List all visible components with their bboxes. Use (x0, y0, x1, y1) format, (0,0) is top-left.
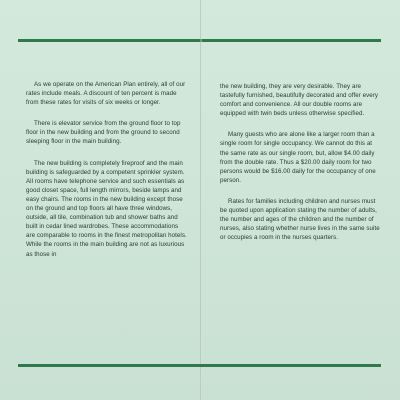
left-column (26, 80, 188, 271)
paragraph-family-rates: Rates for families including children and nurses must be quoted upon application stating the number of adults, the number and ages of the children and the number of nurses, also stating whether nurse lives in the same suite or occupies a room in the nurses quarters. (220, 197, 380, 242)
paragraph-main-building-rooms: the new building, they are very desirable. They are tastefully furnished, beautifully decorated and offer every comfort and convenience. All our double rooms are equipped with twin beds unless otherwise specified. (220, 83, 378, 118)
paragraph-elevator: There is elevator service from the ground floor to top floor in the new building and from the ground to second sleeping floor in the main building. (26, 120, 181, 146)
bottom-green-rule (18, 364, 381, 367)
paragraph-new-building: The new building is completely fireproof and the main building is safeguarded by a competent sprinkler system. All rooms have telephone service and such essentials as good closet space, full length mirrors, beside lamps and easy chairs. The rooms in the new building except those on the ground and top floors all have three windows, outside, all tile, combination tub and shower baths and built in cedar lined wardrobes. These accommodations are comparable to rooms in the finest metropolitan hotels. While the rooms in the main building are not as luxurious as those in (26, 159, 187, 258)
right-column (220, 82, 382, 254)
paragraph-meals-plan: As we operate on the American Plan entirely, all of our rates include meals. A discount of ten percent is made from these rates for visits of six weeks or longer. (26, 81, 186, 107)
center-fold (200, 0, 202, 400)
paragraph-single-occupancy: Many guests who are alone like a larger room than a single room for single occupancy. We cannot do this at the same rate as our single room, but, allow $4.00 daily from the double rate. Thus a $20.00 daily room for two persons would be $16.00 daily for the occupancy of one person. (220, 131, 376, 184)
